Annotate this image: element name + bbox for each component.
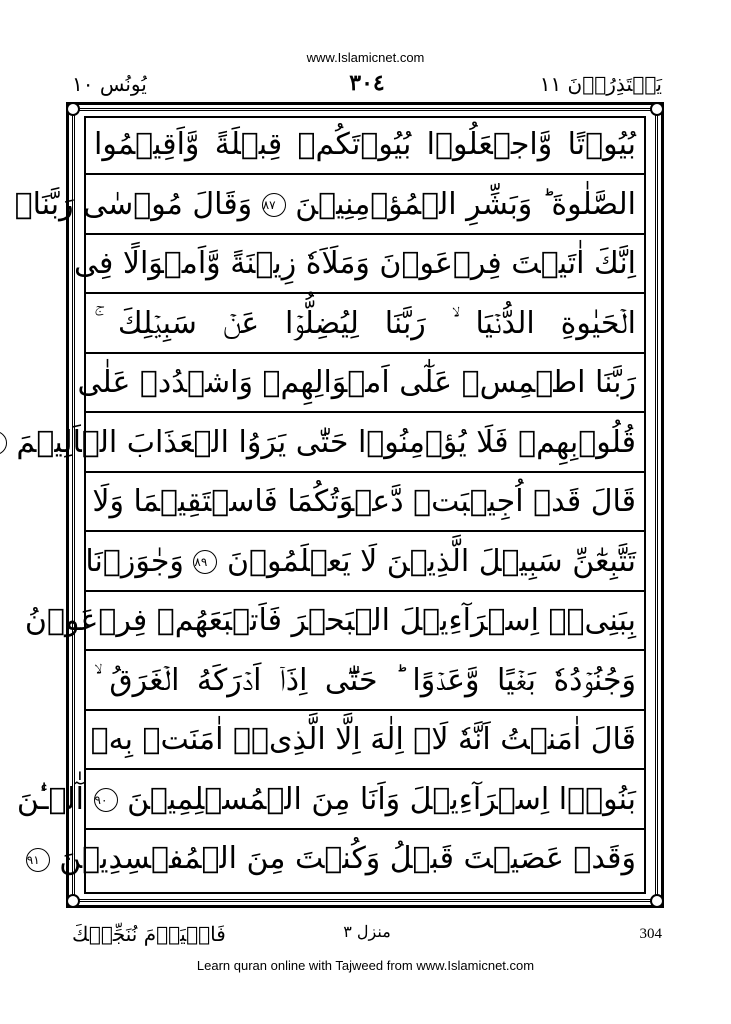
verse-text: وَجٰوَزۡنَا [85,543,184,579]
verse-line [86,297,644,354]
juz-name: يَعۡتَذِرُوۡنَ ١١ [539,72,662,96]
verse-line [77,356,644,413]
ayah-number-marker: ٨٧ [262,193,286,217]
verse-text: وَقَدۡ عَصَيۡتَ قَبۡلُ وَكُنۡتَ مِنَ الۡمُفۡسِدِيۡنَ [59,841,636,876]
ayah-number-marker: ٨٩ [193,550,217,574]
page-number-arabic: ٣٠٤ [349,70,385,96]
verse-text: تَتَّبِعٰٓنِّ سَبِيۡلَ الَّذِيۡنَ لَا يَعۡلَمُوۡنَ [226,543,636,579]
page-header [72,70,662,102]
verse-text: الۡحَيٰوةِ الدُّنۡيَا ۙ رَبَّنَا لِيُضِلُّوۡا عَنۡ سَبِيۡلِكَ ۚ [94,305,636,341]
corner-ornament-icon [650,102,664,116]
verse-text: بُيُوۡتًا وَّاجۡعَلُوۡا بُيُوۡتَكُمۡ قِبۡلَةً وَّاَقِيۡمُوا [94,127,636,162]
verse-line [86,535,644,592]
corner-ornament-icon [66,102,80,116]
verse-line [86,713,644,770]
site-url-top: www.Islamicnet.com [306,50,425,65]
corner-ornament-icon [66,894,80,908]
verse-line [86,118,644,175]
verse-text: آٰلۡـٰٔنَ [16,781,84,817]
verse-text: وَجُنُوۡدُهٗ بَغۡيًا وَّعَدۡوًا ؕ حَتّٰٓى اِذَاۤ اَدۡرَكَهُ الۡغَرَقُ ۙ [94,662,636,698]
quran-text-body [14,118,644,892]
corner-ornament-icon [650,894,664,908]
verse-line [14,178,644,235]
ayah-number-marker: ٩١ [26,848,50,872]
page-footer [72,922,662,952]
site-footer-text: Learn quran online with Tajweed from www.Islamicnet.com [196,958,535,973]
verse-line [73,237,644,294]
verse-line [86,475,644,532]
verse-line [26,832,644,889]
verse-text: الصَّلٰوةَ ؕ وَبَشِّرِ الۡمُؤۡمِنِيۡنَ [295,186,636,222]
verse-text: اِنَّكَ اٰتَيۡتَ فِرۡعَوۡنَ وَمَلَاَهٗ زِيۡنَةً وَّاَمۡوَالًا فِى [73,246,636,281]
verse-text: قُلُوۡبِهِمۡ فَلَا يُؤۡمِنُوۡا حَتّٰى يَرَوُا الۡعَذَابَ الۡاَلِيۡمَ [16,424,636,460]
verse-text: بِبَنِىۡۤ اِسۡرَآءِيۡلَ الۡبَحۡرَ فَاَتۡبَعَهُمۡ فِرۡعَوۡنُ [24,603,636,638]
verse-line [16,773,644,830]
verse-text: رَبَّنَا اطۡمِسۡ عَلٰٓى اَمۡوَالِهِمۡ وَاشۡدُدۡ عَلٰى [77,365,636,400]
manzil-marker: منزل ٣ [343,922,391,941]
next-page-catchword: فَالۡيَوۡمَ نُنَجِّيۡكَ [72,922,226,946]
page-number: 304 [639,926,662,942]
verse-text: قَالَ قَدۡ اُجِيۡبَتۡ دَّعۡوَتُكُمَا فَاسۡتَقِيۡمَا وَلَا [92,484,636,519]
verse-text: قَالَ اٰمَنۡتُ اَنَّهٗ لَاۤ اِلٰهَ اِلَّا الَّذِىۡۤ اٰمَنَتۡ بِهٖ [90,722,636,757]
ayah-number-marker: ٩٠ [94,788,118,812]
verse-line [16,416,644,473]
surah-name: يُونُس ١٠ [72,72,147,96]
verse-line [86,654,644,711]
verse-line [24,594,644,651]
verse-text: وَقَالَ مُوۡسٰى رَبَّنَاۤ [14,186,253,222]
verse-text: بَنُوۡۤا اِسۡرَآءِيۡلَ وَاَنَا مِنَ الۡمُسۡلِمِيۡنَ [127,781,636,817]
ayah-number-marker [0,431,7,455]
